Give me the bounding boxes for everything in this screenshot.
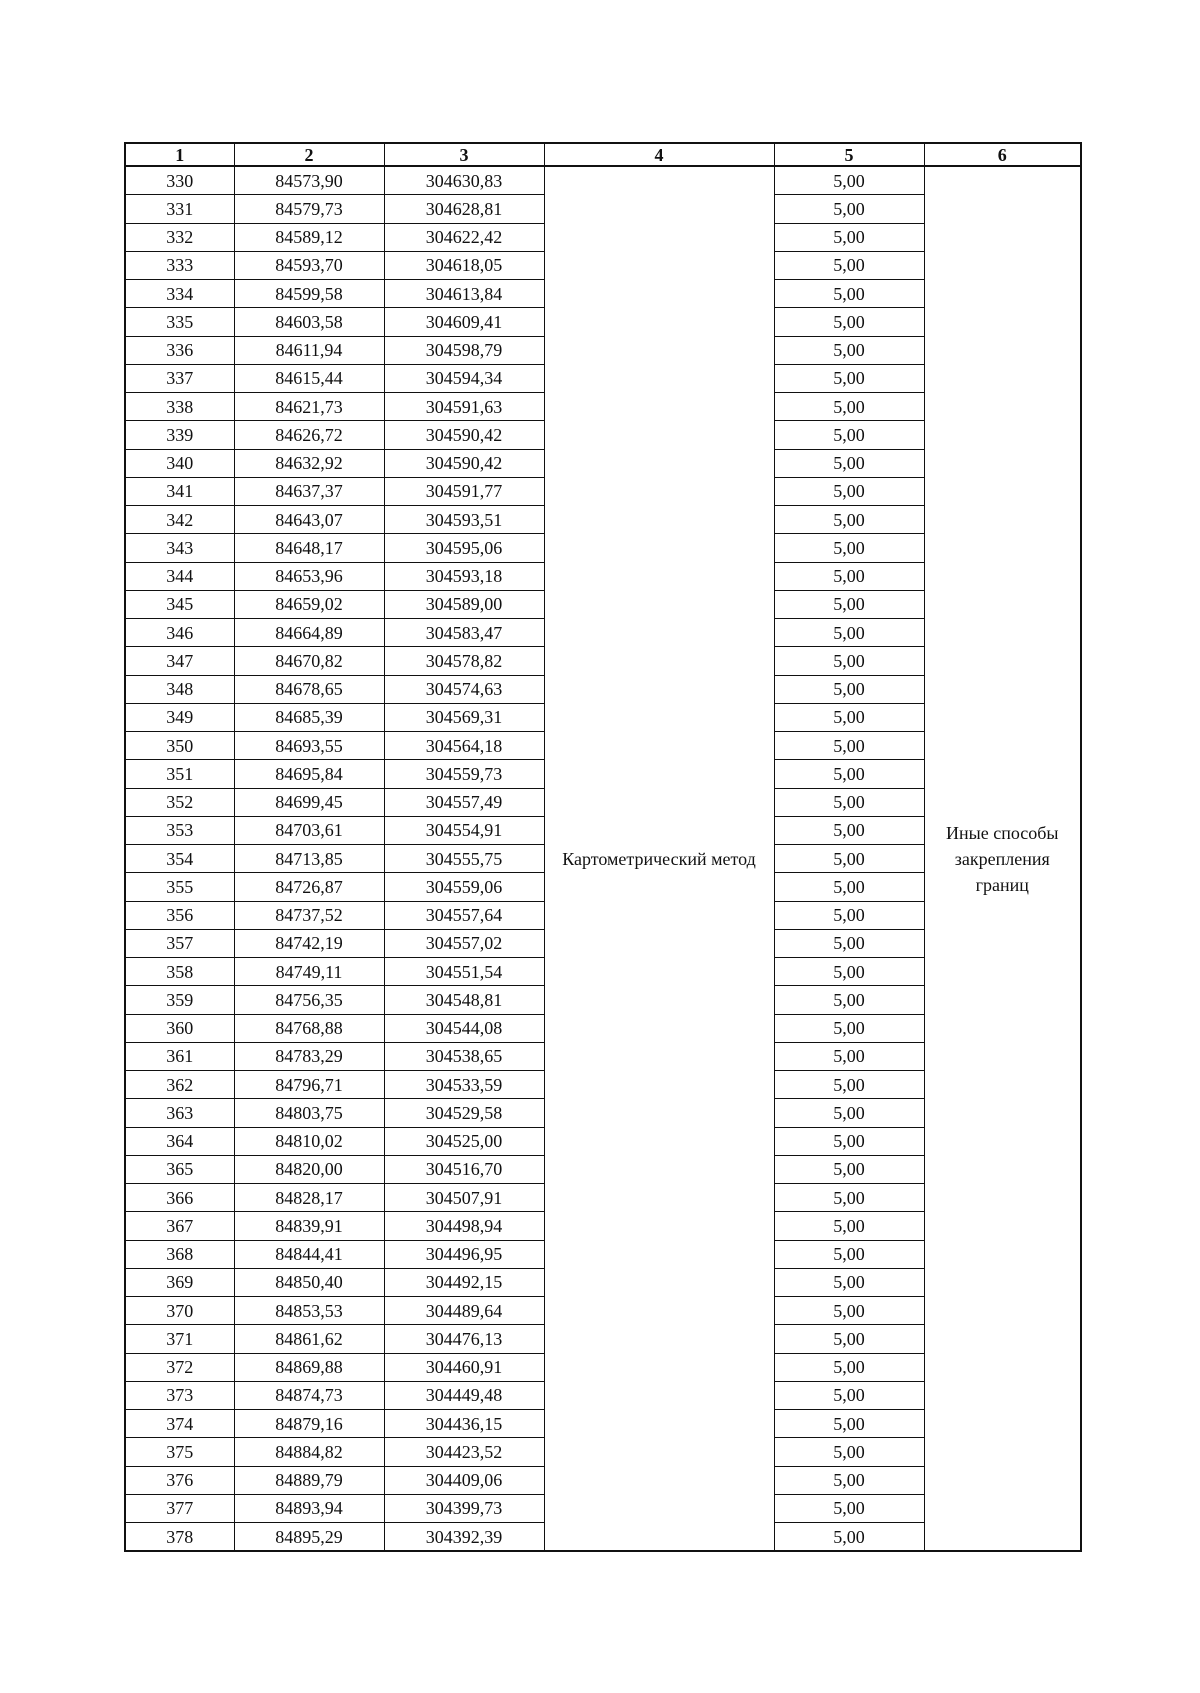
x-coordinate-cell: 84839,91 (234, 1212, 384, 1240)
precision-cell: 5,00 (774, 1014, 924, 1042)
header-col-3: 3 (384, 143, 544, 166)
x-coordinate-cell: 84861,62 (234, 1325, 384, 1353)
point-number-cell: 339 (125, 421, 234, 449)
y-coordinate-cell: 304564,18 (384, 732, 544, 760)
x-coordinate-cell: 84659,02 (234, 590, 384, 618)
table-header (125, 143, 1081, 166)
precision-cell: 5,00 (774, 1325, 924, 1353)
x-coordinate-cell: 84615,44 (234, 364, 384, 392)
point-number-cell: 359 (125, 986, 234, 1014)
y-coordinate-cell: 304399,73 (384, 1494, 544, 1522)
point-number-cell: 343 (125, 534, 234, 562)
x-coordinate-cell: 84611,94 (234, 336, 384, 364)
precision-cell: 5,00 (774, 421, 924, 449)
precision-cell: 5,00 (774, 958, 924, 986)
point-number-cell: 347 (125, 647, 234, 675)
point-number-cell: 336 (125, 336, 234, 364)
x-coordinate-cell: 84703,61 (234, 816, 384, 844)
precision-cell: 5,00 (774, 619, 924, 647)
precision-cell: 5,00 (774, 166, 924, 195)
precision-cell: 5,00 (774, 336, 924, 364)
precision-cell: 5,00 (774, 223, 924, 251)
y-coordinate-cell: 304551,54 (384, 958, 544, 986)
point-number-cell: 352 (125, 788, 234, 816)
x-coordinate-cell: 84685,39 (234, 703, 384, 731)
y-coordinate-cell: 304589,00 (384, 590, 544, 618)
x-coordinate-cell: 84599,58 (234, 280, 384, 308)
x-coordinate-cell: 84844,41 (234, 1240, 384, 1268)
precision-cell: 5,00 (774, 1071, 924, 1099)
x-coordinate-cell: 84803,75 (234, 1099, 384, 1127)
y-coordinate-cell: 304590,42 (384, 421, 544, 449)
point-number-cell: 342 (125, 506, 234, 534)
x-coordinate-cell: 84810,02 (234, 1127, 384, 1155)
y-coordinate-cell: 304591,77 (384, 477, 544, 505)
y-coordinate-cell: 304591,63 (384, 393, 544, 421)
precision-cell: 5,00 (774, 1184, 924, 1212)
x-coordinate-cell: 84889,79 (234, 1466, 384, 1494)
point-number-cell: 367 (125, 1212, 234, 1240)
point-number-cell: 363 (125, 1099, 234, 1127)
y-coordinate-cell: 304492,15 (384, 1268, 544, 1296)
precision-cell: 5,00 (774, 449, 924, 477)
point-number-cell: 351 (125, 760, 234, 788)
point-number-cell: 340 (125, 449, 234, 477)
header-col-1: 1 (125, 143, 234, 166)
x-coordinate-cell: 84726,87 (234, 873, 384, 901)
point-number-cell: 372 (125, 1353, 234, 1381)
y-coordinate-cell: 304583,47 (384, 619, 544, 647)
precision-cell: 5,00 (774, 788, 924, 816)
precision-cell: 5,00 (774, 1381, 924, 1409)
x-coordinate-cell: 84749,11 (234, 958, 384, 986)
precision-cell: 5,00 (774, 732, 924, 760)
point-number-cell: 337 (125, 364, 234, 392)
y-coordinate-cell: 304548,81 (384, 986, 544, 1014)
y-coordinate-cell: 304622,42 (384, 223, 544, 251)
y-coordinate-cell: 304554,91 (384, 816, 544, 844)
header-row (125, 143, 1081, 166)
precision-cell: 5,00 (774, 845, 924, 873)
point-number-cell: 355 (125, 873, 234, 901)
point-number-cell: 358 (125, 958, 234, 986)
precision-cell: 5,00 (774, 703, 924, 731)
precision-cell: 5,00 (774, 1438, 924, 1466)
x-coordinate-cell: 84796,71 (234, 1071, 384, 1099)
x-coordinate-cell: 84603,58 (234, 308, 384, 336)
precision-cell: 5,00 (774, 393, 924, 421)
precision-cell: 5,00 (774, 280, 924, 308)
y-coordinate-cell: 304595,06 (384, 534, 544, 562)
x-coordinate-cell: 84632,92 (234, 449, 384, 477)
precision-cell: 5,00 (774, 929, 924, 957)
header-col-4: 4 (544, 143, 774, 166)
y-coordinate-cell: 304557,02 (384, 929, 544, 957)
point-number-cell: 349 (125, 703, 234, 731)
precision-cell: 5,00 (774, 1410, 924, 1438)
precision-cell: 5,00 (774, 1297, 924, 1325)
coordinates-table (124, 142, 1082, 1552)
y-coordinate-cell: 304489,64 (384, 1297, 544, 1325)
table-row (125, 166, 1081, 195)
point-number-cell: 356 (125, 901, 234, 929)
y-coordinate-cell: 304496,95 (384, 1240, 544, 1268)
x-coordinate-cell: 84573,90 (234, 166, 384, 195)
point-number-cell: 370 (125, 1297, 234, 1325)
table-body (125, 166, 1081, 1551)
y-coordinate-cell: 304557,49 (384, 788, 544, 816)
y-coordinate-cell: 304598,79 (384, 336, 544, 364)
x-coordinate-cell: 84828,17 (234, 1184, 384, 1212)
point-number-cell: 332 (125, 223, 234, 251)
y-coordinate-cell: 304460,91 (384, 1353, 544, 1381)
y-coordinate-cell: 304538,65 (384, 1042, 544, 1070)
x-coordinate-cell: 84893,94 (234, 1494, 384, 1522)
point-number-cell: 362 (125, 1071, 234, 1099)
x-coordinate-cell: 84783,29 (234, 1042, 384, 1070)
x-coordinate-cell: 84593,70 (234, 251, 384, 279)
point-number-cell: 350 (125, 732, 234, 760)
y-coordinate-cell: 304618,05 (384, 251, 544, 279)
y-coordinate-cell: 304392,39 (384, 1523, 544, 1552)
point-number-cell: 345 (125, 590, 234, 618)
y-coordinate-cell: 304590,42 (384, 449, 544, 477)
precision-cell: 5,00 (774, 506, 924, 534)
point-number-cell: 333 (125, 251, 234, 279)
y-coordinate-cell: 304569,31 (384, 703, 544, 731)
precision-cell: 5,00 (774, 308, 924, 336)
point-number-cell: 354 (125, 845, 234, 873)
point-number-cell: 353 (125, 816, 234, 844)
x-coordinate-cell: 84850,40 (234, 1268, 384, 1296)
precision-cell: 5,00 (774, 477, 924, 505)
point-number-cell: 361 (125, 1042, 234, 1070)
point-number-cell: 369 (125, 1268, 234, 1296)
fixing-method-cell: Иные способы закрепления границ (924, 166, 1081, 1551)
header-col-5: 5 (774, 143, 924, 166)
y-coordinate-cell: 304613,84 (384, 280, 544, 308)
point-number-cell: 377 (125, 1494, 234, 1522)
y-coordinate-cell: 304498,94 (384, 1212, 544, 1240)
precision-cell: 5,00 (774, 1353, 924, 1381)
point-number-cell: 366 (125, 1184, 234, 1212)
x-coordinate-cell: 84879,16 (234, 1410, 384, 1438)
x-coordinate-cell: 84653,96 (234, 562, 384, 590)
point-number-cell: 331 (125, 195, 234, 223)
point-number-cell: 373 (125, 1381, 234, 1409)
x-coordinate-cell: 84853,53 (234, 1297, 384, 1325)
precision-cell: 5,00 (774, 816, 924, 844)
x-coordinate-cell: 84621,73 (234, 393, 384, 421)
point-number-cell: 374 (125, 1410, 234, 1438)
x-coordinate-cell: 84874,73 (234, 1381, 384, 1409)
y-coordinate-cell: 304436,15 (384, 1410, 544, 1438)
x-coordinate-cell: 84693,55 (234, 732, 384, 760)
point-number-cell: 330 (125, 166, 234, 195)
y-coordinate-cell: 304557,64 (384, 901, 544, 929)
x-coordinate-cell: 84820,00 (234, 1155, 384, 1183)
precision-cell: 5,00 (774, 873, 924, 901)
precision-cell: 5,00 (774, 986, 924, 1014)
precision-cell: 5,00 (774, 1523, 924, 1552)
x-coordinate-cell: 84884,82 (234, 1438, 384, 1466)
x-coordinate-cell: 84648,17 (234, 534, 384, 562)
x-coordinate-cell: 84643,07 (234, 506, 384, 534)
y-coordinate-cell: 304609,41 (384, 308, 544, 336)
x-coordinate-cell: 84670,82 (234, 647, 384, 675)
x-coordinate-cell: 84869,88 (234, 1353, 384, 1381)
precision-cell: 5,00 (774, 1268, 924, 1296)
point-number-cell: 346 (125, 619, 234, 647)
point-number-cell: 364 (125, 1127, 234, 1155)
x-coordinate-cell: 84768,88 (234, 1014, 384, 1042)
x-coordinate-cell: 84742,19 (234, 929, 384, 957)
x-coordinate-cell: 84664,89 (234, 619, 384, 647)
point-number-cell: 378 (125, 1523, 234, 1552)
x-coordinate-cell: 84895,29 (234, 1523, 384, 1552)
precision-cell: 5,00 (774, 1042, 924, 1070)
y-coordinate-cell: 304409,06 (384, 1466, 544, 1494)
x-coordinate-cell: 84678,65 (234, 675, 384, 703)
point-number-cell: 375 (125, 1438, 234, 1466)
y-coordinate-cell: 304574,63 (384, 675, 544, 703)
y-coordinate-cell: 304533,59 (384, 1071, 544, 1099)
y-coordinate-cell: 304525,00 (384, 1127, 544, 1155)
y-coordinate-cell: 304593,18 (384, 562, 544, 590)
y-coordinate-cell: 304507,91 (384, 1184, 544, 1212)
precision-cell: 5,00 (774, 1212, 924, 1240)
point-number-cell: 348 (125, 675, 234, 703)
y-coordinate-cell: 304594,34 (384, 364, 544, 392)
precision-cell: 5,00 (774, 760, 924, 788)
y-coordinate-cell: 304449,48 (384, 1381, 544, 1409)
point-number-cell: 376 (125, 1466, 234, 1494)
y-coordinate-cell: 304423,52 (384, 1438, 544, 1466)
x-coordinate-cell: 84589,12 (234, 223, 384, 251)
point-number-cell: 341 (125, 477, 234, 505)
x-coordinate-cell: 84756,35 (234, 986, 384, 1014)
precision-cell: 5,00 (774, 195, 924, 223)
precision-cell: 5,00 (774, 675, 924, 703)
precision-cell: 5,00 (774, 364, 924, 392)
x-coordinate-cell: 84637,37 (234, 477, 384, 505)
method-cell: Картометрический метод (544, 166, 774, 1551)
y-coordinate-cell: 304559,73 (384, 760, 544, 788)
x-coordinate-cell: 84699,45 (234, 788, 384, 816)
precision-cell: 5,00 (774, 1127, 924, 1155)
y-coordinate-cell: 304529,58 (384, 1099, 544, 1127)
x-coordinate-cell: 84737,52 (234, 901, 384, 929)
header-col-6: 6 (924, 143, 1081, 166)
precision-cell: 5,00 (774, 534, 924, 562)
point-number-cell: 335 (125, 308, 234, 336)
y-coordinate-cell: 304559,06 (384, 873, 544, 901)
precision-cell: 5,00 (774, 1240, 924, 1268)
precision-cell: 5,00 (774, 251, 924, 279)
precision-cell: 5,00 (774, 1155, 924, 1183)
precision-cell: 5,00 (774, 590, 924, 618)
y-coordinate-cell: 304593,51 (384, 506, 544, 534)
y-coordinate-cell: 304630,83 (384, 166, 544, 195)
precision-cell: 5,00 (774, 1099, 924, 1127)
point-number-cell: 371 (125, 1325, 234, 1353)
point-number-cell: 344 (125, 562, 234, 590)
y-coordinate-cell: 304578,82 (384, 647, 544, 675)
y-coordinate-cell: 304555,75 (384, 845, 544, 873)
precision-cell: 5,00 (774, 1494, 924, 1522)
point-number-cell: 357 (125, 929, 234, 957)
point-number-cell: 365 (125, 1155, 234, 1183)
point-number-cell: 368 (125, 1240, 234, 1268)
header-col-2: 2 (234, 143, 384, 166)
precision-cell: 5,00 (774, 901, 924, 929)
y-coordinate-cell: 304544,08 (384, 1014, 544, 1042)
x-coordinate-cell: 84713,85 (234, 845, 384, 873)
precision-cell: 5,00 (774, 1466, 924, 1494)
y-coordinate-cell: 304628,81 (384, 195, 544, 223)
y-coordinate-cell: 304476,13 (384, 1325, 544, 1353)
point-number-cell: 334 (125, 280, 234, 308)
x-coordinate-cell: 84626,72 (234, 421, 384, 449)
precision-cell: 5,00 (774, 647, 924, 675)
x-coordinate-cell: 84579,73 (234, 195, 384, 223)
x-coordinate-cell: 84695,84 (234, 760, 384, 788)
point-number-cell: 360 (125, 1014, 234, 1042)
point-number-cell: 338 (125, 393, 234, 421)
precision-cell: 5,00 (774, 562, 924, 590)
y-coordinate-cell: 304516,70 (384, 1155, 544, 1183)
